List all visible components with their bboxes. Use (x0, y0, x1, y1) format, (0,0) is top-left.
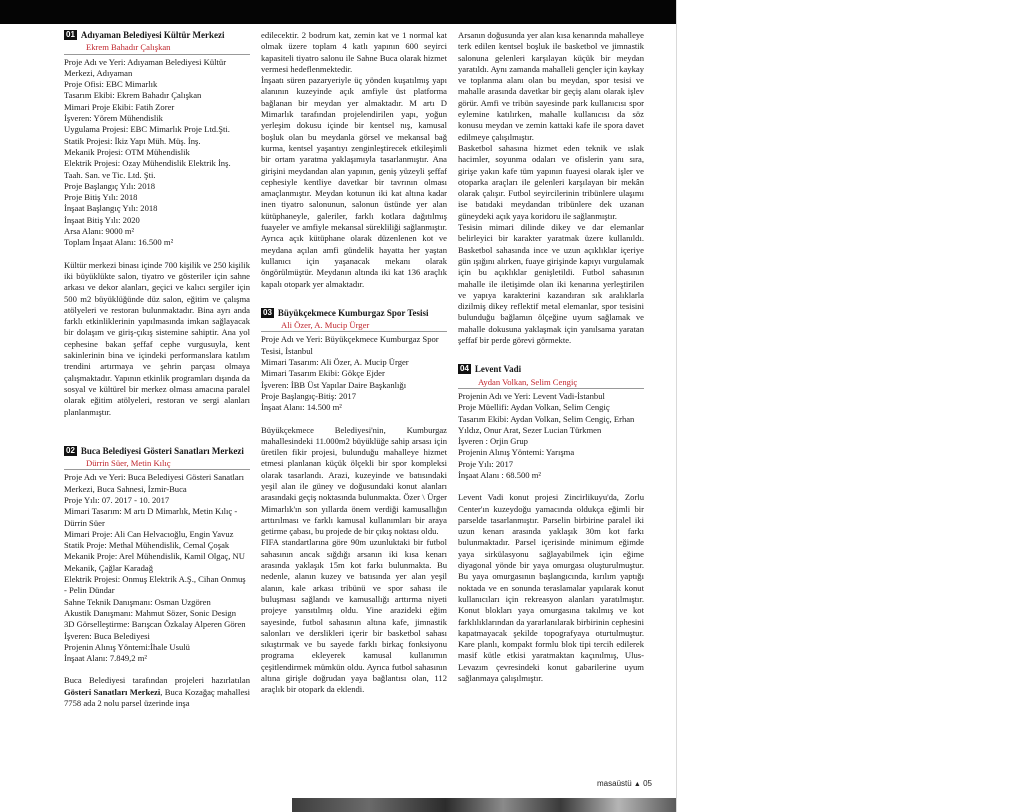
paragraph: Kültür merkezi binası içinde 700 kişilik ve 250 kişilik iki büyüklükte salon, tiyatro ve gösteriler için sahne arkası ve dekor alanları, geçici ve kalıcı sergiler için 500 m2 büyüklüğünde düz salon, eğitim ve çalışma atölyeleri ve restoran bulunmaktadır. Bina ayrı anda farklı etkinliklerinin yapılmasında imkan sağlayacak bir dolaşım ve giriş-çıkış sistemine sahiptir. Ana yol cephesine bakan şeffaf cephe vurgusuyla, kent sakinlerinin bina ve içindeki performanslara katılım trendini artırmaya ve şehrin parçası olmaya çalışmaktadır. Yapının etkinlik programları dışında da sosyal ve kültürel bir merkez olması amacına paralel olarak eğitim atölyeleri, restoran ve sergi alanları planlanmıştır. (64, 259, 250, 417)
info-line: Proje Başlangıç-Bitiş: 2017 (261, 390, 357, 401)
info-line: Projenin Alınış Yöntemi:İhale Usulü (64, 641, 190, 652)
info-line: Arsa Alanı: 9000 m² (64, 226, 135, 237)
body-text (261, 425, 447, 696)
top-black-bar (0, 0, 676, 24)
info-line: İnşaat Bitiş Yılı: 2020 (64, 214, 140, 225)
info-line: Elektrik Projesi: Ozay Mühendislik Elektrik İnş. Taah. San. ve Tic. Ltd. Şti. (64, 158, 231, 180)
paragraph: Arsanın doğusunda yer alan kısa kenarında mahalleye terk edilen kentsel boşluk ile basketbol ve jimnastik salonuna gelenleri karşılayan küçük bir meydan yaratıldı. Aynı zamanda mahalleli gençler için kaykay ve toplanma alanı olan bu meydan, spor tesisi ve mahalle arasında davetkar bir geçiş alanı olarak işlev görür. Amfi ve tribün sayesinde park kullanıcısı spor eylemine katılırken, mahalle kullanıcısı da söz konusu meydan ve zemin kattaki kafe ile spora davet edilmeye çalışılmıştır. (458, 30, 644, 142)
photo-strip (292, 798, 676, 812)
info-line: İşveren: Buca Belediyesi (64, 630, 150, 641)
paragraph: Basketbol sahasına hizmet eden teknik ve ıslak hacimler, soyunma odaları ve ofislerin yanı sıra, girişe yakın kafe tüm yapının fuayesi olarak işler ve otoparka araçları ile gelenleri karşılayan bir mekân olarak çalışır. Futbol seyircilerinin tribünlere ulaşımı ise batıdaki meydandan tribünlere dek uzanan güneydeki açık yaya koridoru ile sağlanmıştır. (458, 142, 644, 221)
paragraph: Levent Vadi konut projesi Zincirlikuyu'da, Zorlu Center'ın kuzeydoğu yamacında oldukça eğimli bir parselde tasarlanmıştır. Parselin birbirine paralel iki uzun kenarı arasında yaklaşık 30m kot farkı bulunmaktadır. Parsel içerisinde minimum eğimde yaya sirkülasyonu sağlayabilmek için eğime diyagonal yönde bir yaya omurgası oluşturulmuştur. Bu yaya omurgasının başlangıcında, kırılım yaptığı noktada ve en sonunda teraslamalar yapılarak konut kullanıcıları için rekreasyon alanları yaratılmıştır. Konut blokları yaya omurgasına takılmış ve kot farklılıklarından da yararlanılarak birbirinin cephesini kapatmayacak şekilde topografyaya oturtulmuştur. Kare planlı, kompakt formlu blok tipi tercih edilerek masif kütle etkisi yaratmaktan kaçınılmış, Ulus-Levazım çevresindeki konut gabarilerine uyum sağlanmaya çalışılmıştır. (458, 492, 644, 684)
info-line: Elektrik Projesi: Onmuş Elektrik A.Ş., Cihan Onmuş - Pelin Dündar (64, 574, 246, 596)
section-03-header (261, 308, 447, 319)
info-line: Tasarım Ekibi: Ekrem Bahadır Çalışkan (64, 90, 202, 101)
body-text (458, 492, 644, 684)
info-line: Mimari Tasarım Ekibi: Gökçe Ejder (261, 368, 385, 379)
page-number: 05 (643, 779, 652, 788)
info-line: Proje Adı ve Yeri: Adıyaman Belediyesi Kültür Merkezi, Adıyaman (64, 56, 227, 78)
body-text (64, 260, 250, 418)
column-3 (458, 30, 644, 684)
info-line: İnşaat Alanı : 68.500 m² (458, 469, 542, 480)
info-line: Proje Yılı: 07. 2017 - 10. 2017 (64, 494, 170, 505)
info-line: İnşaat Alanı: 14.500 m² (261, 402, 342, 413)
triangle-icon: ▲ (633, 781, 641, 788)
info-line: Projenin Adı ve Yeri: Levent Vadi-İstanbul (458, 390, 605, 401)
info-line: Mekanik Projesi: OTM Mühendislik (64, 146, 190, 157)
section-number: 01 (66, 30, 75, 39)
info-line: Mekanik Proje: Arel Mühendislik, Kamil Olgaç, NU Mekanik, Çağlar Karadağ (64, 551, 245, 573)
info-line: Projenin Alınış Yöntemi: Yarışma (458, 447, 575, 458)
info-line: Toplam İnşaat Alanı: 16.500 m² (64, 237, 174, 248)
section-number: 04 (460, 364, 469, 374)
info-line: Uygulama Projesi: EBC Mimarlık Proje Ltd.Şti. (64, 124, 230, 135)
section-title: Adıyaman Belediyesi Kültür Merkezi (80, 30, 225, 40)
info-line: Proje Bitiş Yılı: 2018 (64, 192, 138, 203)
info-line: İşveren: İBB Üst Yapılar Daire Başkanlığı (261, 379, 407, 390)
column-2 (261, 30, 447, 696)
section-author: Ali Özer, A. Mucip Ürger (261, 320, 447, 332)
section-author: Dürrin Süer, Metin Kılıç (64, 458, 250, 470)
info-line: İnşaat Alanı: 7.849,2 m² (64, 653, 148, 664)
blank-margin (676, 0, 1024, 812)
info-line: Proje Adı ve Yeri: Büyükçekmece Kumburgaz Spor Tesisi, İstanbul (261, 334, 439, 356)
page-footer (597, 779, 652, 788)
paragraph: FIFA standartlarına göre 90m uzunluktaki bir futbol sahasının ancak sığdığı arsanın iki kısa kenarı arasında yaklaşık 15m kot farkı bulunmakta. Bu nedenle, alanın kuzey ve batısında yer alan yeşil alanın, kale arkası tribünü ve spor sahası ile buluşması sağlandı ve kamusallığı arttırma niyeti projeye yansıtılmış oldu. Yine arazideki eğim sayesinde, futbol sahasının altına kafe, jimnastik salonları ve derslikleri içerir bir basketbol sahası sıkıştırmak ve bu sayede farklı birkaç fonksiyonu programa ekleyerek kamusal kullanımın çeşitlendirmek mümkün oldu. Ayrıca futbol sahasının altına girişle doğrudan yaya bağlantısı olan, 112 araçlık bir otopark da eklendi. (261, 537, 447, 695)
paragraph: Büyükçekmece Belediyesi'nin, Kumburgaz mahallesindeki 11.000m2 büyüklüğe sahip arsası için üretilen fikir projesi, bulunduğu mahalleye hizmet etmesi planlanan küçük ölçekli bir spor kompleksi olarak tasarlandı. Arazi, kuzeyinde ve batısındaki yeşil alan ile güney ve doğusundaki konut alanları arasındaki geçiş noktasında bulunmakta. Özer \ Ürger Mimarlık'ın son yıllarda önem verdiği kamusallığın arttırılması ve farklı kamusal kullanımları bir araya getirme çabası, bu projede de bir çıkış noktası oldu. (261, 424, 447, 537)
paragraph (64, 675, 250, 709)
info-line: Proje Yılı: 2017 (458, 458, 514, 469)
page-edge (676, 0, 677, 812)
paragraph: Tesisin mimari dilinde dikey ve dar elemanlar belirleyici bir karakter yaratmak üzere kullanıldı. Basketbol sahasında ince ve uzun açıklıklar içeriye gün ışığını alırken, fuaye girişinde kapıyı vurgulamak için bu açıklıklar genişletildi. Futbol sahasının mahalle ile iletişimde olan iki kenarına yerleştirilen ve yapıya karakterini kazandıran sık aralıklarla dizilmiş dikey reflektif metal elemanlar, spor tesisini bulunduğu bağlamın ölçeğine uyum sağlamak ve mahalle dokusuna yaklaşmak için yanılsama yaratan şeffaf bir perde görevi görmekte. (458, 222, 644, 346)
section-01-header (64, 30, 250, 41)
info-line: Proje Adı ve Yeri: Buca Belediyesi Gösteri Sanatları Merkezi, Buca Sahnesi, İzmir-Buca (64, 472, 244, 494)
info-line: Mimari Tasarım: M artı D Mimarlık, Metin Kılıç - Dürrin Süer (64, 506, 238, 528)
paragraph: İnşaatı süren pazaryeriyle üç yönden kuşatılmış yapı alanının kuzeyinde açık amfiyle üst platforma bağlanan bir meydan yer almaktadır. M artı D Mimarlık tarafından projelendirilen yapı, yoğun yerleşim dokusu içinde bir kentsel nış, kamusal boşluk olan bu meydanla görsel ve mekansal bağ kurma, kentsel yaşantıyı zenginleştirecek etkileşimli bir ortam yaratma yaklaşımıyla tasarlanmıştır. Ana girişini meydandan alan yapının, geniş yüzeyli şeffaf cephesiyle kentliye davetkar bir tavrının olması amaçlanmıştır. Meydan kotunun iki kat altına kadar inen tiyatro salonunun, salonun üstünde yer alan kütüphaneyle, galeriler, farklı kotlara dağıtılmış fuayeler ve amfiyle mekansal sürekliliği sağlanmıştır. Ayrıca açık kütüphane olarak düzenlenen kot ve meydana açılan amfi gündelik hayatta her yaştan kullanıcı için yaşanacak mekanı olarak öngörülmüştür. Meydanın altında iki kat 136 araçlık kapalı otopark yer almaktadır. (261, 75, 447, 289)
bold-text: Gösteri Sanatları Merkezi (64, 686, 161, 697)
info-line: İşveren: Yörem Mühendislik (64, 113, 163, 124)
project-info (64, 472, 250, 664)
info-line: Proje Ofisi: EBC Mimarlık (64, 79, 158, 90)
section-title: Buca Belediyesi Gösteri Sanatları Merkezi (80, 445, 244, 456)
info-line: Statik Proje: Methal Mühendislik, Cemal Çoşak (64, 540, 230, 551)
body-text (64, 675, 250, 709)
magazine-page (54, 30, 670, 798)
section-number: 02 (66, 445, 75, 455)
info-line: Mimari Proje Ekibi: Fatih Zorer (64, 101, 175, 112)
info-line: Proje Müellifi: Aydan Volkan, Selim Cengiç (458, 402, 610, 413)
project-info (261, 334, 447, 413)
magazine-brand: masaüstü (597, 779, 632, 788)
section-title: Büyükçekmece Kumburgaz Spor Tesisi (277, 307, 429, 318)
column-1 (64, 30, 250, 709)
lead-text: Buca Belediyesi tarafından projeleri hazırlatılan (64, 675, 250, 686)
section-02-header (64, 446, 250, 457)
info-line: İnşaat Başlangıç Yılı: 2018 (64, 203, 158, 214)
section-04-header (458, 364, 644, 375)
paragraph: edilecektir. 2 bodrum kat, zemin kat ve 1 normal kat olmak üzere toplam 4 katlı yapının 600 seyirci kapasiteli tiyatro salonu ile Sahne Buca olarak hizmet vermesi hedeflenmektedir. (261, 30, 447, 74)
section-number: 03 (263, 307, 272, 317)
info-line: Mimari Proje: Ali Can Helvacıoğlu, Engin Yavuz (64, 528, 234, 539)
info-line: Sahne Teknik Danışmanı: Osman Uzgören (64, 596, 211, 607)
project-info (64, 57, 250, 249)
info-line: Mimari Tasarım: Ali Özer, A. Mucip Ürger (261, 357, 409, 368)
info-line: İşveren : Orjin Grup (458, 436, 528, 447)
tail-text: , Buca Kozağaç mahallesi 7758 ada 2 nolu parsel üzerinde inşa (64, 686, 250, 709)
section-author: Ekrem Bahadır Çalışkan (64, 42, 250, 54)
info-line: Proje Başlangıç Yılı: 2018 (64, 180, 156, 191)
section-author: Aydan Volkan, Selim Cengiç (458, 377, 644, 389)
info-line: Akustik Danışmanı: Mahmut Sözer, Sonic Design (64, 607, 236, 618)
section-title: Levent Vadi (474, 364, 522, 375)
info-line: Statik Projesi: İkiz Yapı Müh. Müş. İnş. (64, 135, 201, 146)
info-line: 3D Görselleştirme: Barışcan Özkalay Alperen Gören (64, 619, 246, 630)
info-line: Tasarım Ekibi: Aydan Volkan, Selim Cengiç, Erhan Yıldız, Onur Arat, Sezer Lucian Türkmen (458, 413, 635, 435)
project-info (458, 391, 644, 481)
